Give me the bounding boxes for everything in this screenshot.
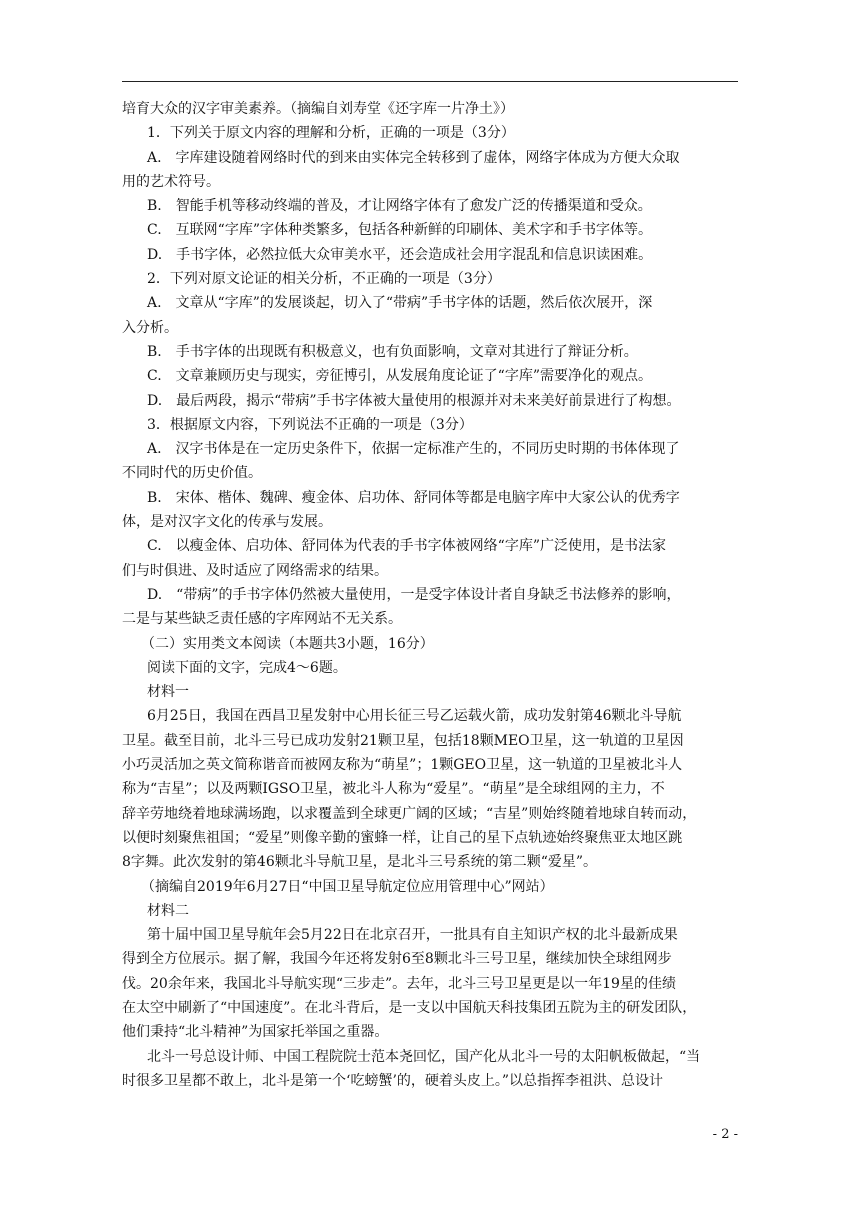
text-line: 们与时俱进、及时适应了网络需求的结果。 xyxy=(122,562,388,579)
question-1-stem: 1．下列关于原文内容的理解和分析，正确的一项是（3分） xyxy=(147,125,515,142)
body-text xyxy=(122,97,738,1093)
instruction-line: 阅读下面的文字，完成4～6题。 xyxy=(147,659,347,676)
material-heading: 材料一 xyxy=(147,684,189,701)
text-line: 培育大众的汉字审美素养。（摘编自刘寿堂《还字库一片净土》） xyxy=(122,101,514,117)
question-2-stem: 2．下列对原文论证的相关分析，不正确的一项是（3分） xyxy=(147,271,501,288)
option-line: D. “带病”的手书字体仍然被大量使用，一是受字体设计者自身缺乏书法修养的影响， xyxy=(147,586,681,603)
option-line: B. 智能手机等移动终端的普及，才让网络字体有了愈发广泛的传播渠道和受众。 xyxy=(147,198,652,215)
paragraph-line: 称为“吉星”；以及两颗IGSO卫星，被北斗人称为“爱星”。“萌星”是全球组网的主力，不 xyxy=(122,781,665,798)
paragraph-line: 得到全方位展示。据了解，我国今年还将发射6至8颗北斗三号卫星，继续加快全球组网步 xyxy=(122,951,672,968)
text-line: 入分析。 xyxy=(122,319,178,336)
paragraph-line: 在太空中刷新了“中国速度”。在北斗背后，是一支以中国航天科技集团五院为主的研发团队， xyxy=(122,999,697,1016)
material-heading: 材料二 xyxy=(147,902,189,919)
paragraph-line: 北斗一号总设计师、中国工程院院士范本尧回忆，国产化从北斗一号的太阳帆板做起，“当 xyxy=(147,1048,701,1065)
option-line: B. 手书字体的出现既有积极意义，也有负面影响，文章对其进行了辩证分析。 xyxy=(147,343,638,360)
paragraph-line: 以便时刻聚焦祖国；“爱星”则像辛勤的蜜蜂一样，让自己的星下点轨迹始终聚焦亚太地区跳 xyxy=(122,829,683,846)
page-number: - 2 - xyxy=(712,1127,738,1142)
option-line: D. 最后两段，揭示“带病”手书字体被大量使用的根源并对未来美好前景进行了构想。 xyxy=(147,392,681,409)
option-line: C. 文章兼顾历史与现实，旁征博引，从发展角度论证了“字库”需要净化的观点。 xyxy=(147,368,652,385)
option-line: D. 手书字体，必然拉低大众审美水平，还会造成社会用字混乱和信息识读困难。 xyxy=(147,246,653,263)
paragraph-line: 他们秉持“北斗精神”为国家托举国之重器。 xyxy=(122,1024,389,1041)
text-line: 用的艺术符号。 xyxy=(122,173,220,190)
option-line: A. 文章从“字库”的发展谈起，切入了“带病”手书字体的话题，然后依次展开，深 xyxy=(147,295,653,312)
paragraph-line: 第十届中国卫星导航年会5月22日在北京召开，一批具有自主知识产权的北斗最新成果 xyxy=(147,927,678,944)
text-line: 体，是对汉字文化的传承与发展。 xyxy=(122,514,332,531)
paragraph-line: 卫星。截至目前，北斗三号已成功发射21颗卫星，包括18颗MEO卫星，这一轨道的卫星因 xyxy=(122,732,684,749)
text-line: 不同时代的历史价值。 xyxy=(122,465,262,482)
paragraph-line: 伐。20余年来，我国北斗导航实现“三步走”。去年，北斗三号卫星更是以一年19星的佳绩 xyxy=(122,975,676,992)
text-line: 二是与某些缺乏责任感的字库网站不无关系。 xyxy=(122,611,402,628)
option-line: C. 互联网“字库”字体种类繁多，包括各种新鲜的印刷体、美术字和手书字体等。 xyxy=(147,222,652,239)
question-3-stem: 3．根据原文内容，下列说法不正确的一项是（3分） xyxy=(147,416,473,433)
option-line: A. 字库建设随着网络时代的到来由实体完全转移到了虚体，网络字体成为方便大众取 xyxy=(147,149,680,166)
paragraph-line: 小巧灵活加之英文简称谐音而被网友称为“萌星”；1颗GEO卫星，这一轨道的卫星被北斗人 xyxy=(122,757,683,774)
option-line: B. 宋体、楷体、魏碑、瘦金体、启功体、舒同体等都是电脑字库中大家公认的优秀字 xyxy=(147,489,680,506)
header-rule xyxy=(122,81,738,82)
source-citation: （摘编自2019年6月27日“中国卫星导航定位应用管理中心”网站） xyxy=(141,878,554,895)
paragraph-line: 时很多卫星都不敢上，北斗是第一个‘吃螃蟹’的，硬着头皮上。”以总指挥李祖洪、总设计 xyxy=(122,1072,664,1089)
option-line: C. 以瘦金体、启功体、舒同体为代表的手书字体被网络“字库”广泛使用，是书法家 xyxy=(147,538,666,555)
option-line: A. 汉字书体是在一定历史条件下，依据一定标准产生的，不同历史时期的书体体现了 xyxy=(147,441,680,458)
paragraph-line: 辞辛劳地绕着地球满场跑，以求覆盖到全球更广阔的区域；“吉星”则始终随着地球自转而动， xyxy=(122,805,697,822)
paragraph-line: 8字舞。此次发射的第46颗北斗导航卫星，是北斗三号系统的第二颗“爱星”。 xyxy=(122,854,598,871)
paragraph-line: 6月25日，我国在西昌卫星发射中心用长征三号乙运载火箭，成功发射第46颗北斗导航 xyxy=(147,708,682,725)
section-heading: （二）实用类文本阅读（本题共3小题，16分） xyxy=(141,635,434,652)
